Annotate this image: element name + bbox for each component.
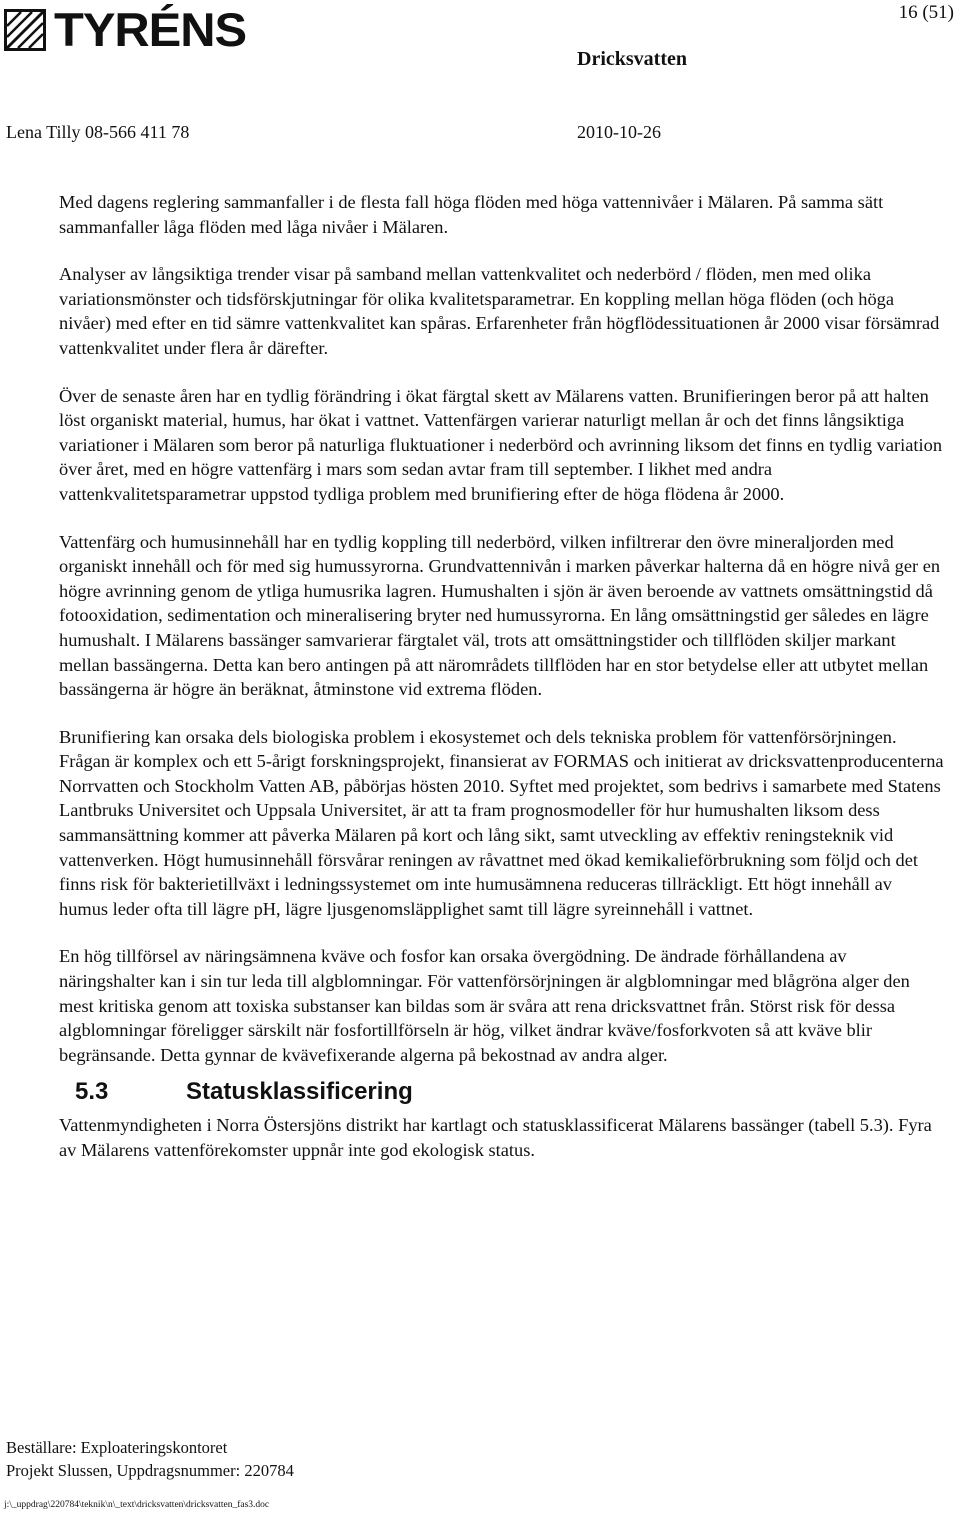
body-paragraph: Analyser av långsiktiga trender visar på samband mellan vattenkvalitet och nederbörd / flöden, men med olika variationsmönster och tidsförskjutningar för olika kvalitetsparametrar. En koppling mellan höga flöden (och höga nivåer) med efter en tid sämre vattenkvalitet kan spåras. Erfarenheter från högflödessituationen år 2000 visar försämrad vattenkvalitet under flera år därefter. [59,264,940,358]
body-paragraph: Över de senaste åren har en tydlig förändring i ökat färgtal skett av Mälarens vatten. Brunifieringen beror på att halten löst organiskt material, humus, har ökat i vattnet. Vattenfärgen varierar naturligt mellan år och det finns långsiktiga variationer i Mälaren som beror på naturliga fluktuationer i nederbörd och avrinning liksom det finns en tydlig variation över året, med en högre vattenfärg i mars som sedan avtar fram till september. I likhet med andra vattenkvalitetsparametrar uppstod tydliga problem med brunifiering efter de höga flödena år 2000. [59,385,943,504]
document-title: Dricksvatten [577,48,687,70]
footer-client: Beställare: Exploateringskontoret [6,1438,228,1457]
logo-wordmark: TYRÉNS [54,3,247,56]
page-number: 16 (51) [898,2,954,23]
company-logo [4,3,247,56]
author-contact: Lena Tilly 08-566 411 78 [6,122,190,142]
body-paragraph: En hög tillförsel av näringsämnena kväve och fosfor kan orsaka övergödning. De ändrade förhållandena av näringshalter kan i sin tur leda till algblomningar. För vattenförsörjningen är algblomningar med blågröna alger den mest kritiska genom att toxiska substanser kan bildas som är svåra att rena dricksvattnet från. Störst risk för dessa algblomningar föreligger särskilt när fosfortillförseln är hög, vilket ändrar kväve/fosforkvoten så att kväve blir begränsande. Detta gynnar de kvävefixerande algerna på bekostnad av andra alger. [59,946,910,1065]
document-date: 2010-10-26 [577,122,661,142]
section-paragraph: Vattenmyndigheten i Norra Östersjöns distrikt har kartlagt och statusklassificerat Mälarens bassänger (tabell 5.3). Fyra av Mälarens vattenförekomster uppnår inte god ekologisk status. [59,1115,932,1160]
tyrens-logo-icon [4,9,46,51]
body-paragraph: Brunifiering kan orsaka dels biologiska problem i ekosystemet och dels tekniska problem för vattenförsörjningen. Frågan är komplex och ett 5-årigt forskningsprojekt, finansierat av FORMAS och initierat av dricksvattenproducenterna Norrvatten och Stockholm Vatten AB, påbörjas hösten 2010. Syftet med projektet, som bedrivs i samarbete med Statens Lantbruks Universitet och Uppsala Universitet, är att ta fram prognosmodeller för hur humushalten liksom dess sammansättning kommer att påverka Mälaren på kort och lång sikt, samt utveckling av effektiv reningsteknik vid vattenverken. Högt humusinnehåll försvårar reningen av råvattnet med ökad kemikalieförbrukning som följd och det finns risk för bakterietillväxt i ledningssystemet om inte humusämnena reduceras tillräckligt. Ett högt innehåll av humus leder ofta till lägre pH, lägre ljusgenomsläpplighet samt till lägre syreinnehåll i vattnet. [59,726,944,919]
footer-project: Projekt Slussen, Uppdragsnummer: 220784 [6,1461,294,1480]
document-body [59,190,945,1163]
footer-file-path: j:\_uppdrag\220784\teknik\n\_text\dricksvatten\dricksvatten_fas3.doc [4,1500,270,1510]
body-paragraph: Vattenfärg och humusinnehåll har en tydlig koppling till nederbörd, vilken infiltrerar den övre mineraljorden med organiskt innehåll och för med sig humussyrorna. Grundvattennivån i marken påverkar halterna då en högre nivå ger en högre avrinning genom de ytliga humusrika lagren. Humushalten i sjön är även beroende av vattnets omsättningstid då fotooxidation, sedimentation och mineralisering bryter ned humussyrorna. En lång omsättningstid ger således en lägre humushalt. I Mälarens bassänger samvarierar färgtalet väl, trots att omsättningstider och tillflöden skiljer markant mellan bassängerna. Detta kan bero antingen på att närområdets tillflöden har en stor betydelse eller att utbytet mellan bassängerna är högre än beräknat, åtminstone vid extrema flöden. [59,531,941,700]
section-number: 5.3 [75,1078,109,1106]
section-heading [75,1077,945,1107]
section-title: Statusklassificering [186,1078,413,1106]
body-paragraph: Med dagens reglering sammanfaller i de flesta fall höga flöden med höga vattennivåer i Mälaren. På samma sätt sammanfaller låga flöden med låga nivåer i Mälaren. [59,192,884,237]
